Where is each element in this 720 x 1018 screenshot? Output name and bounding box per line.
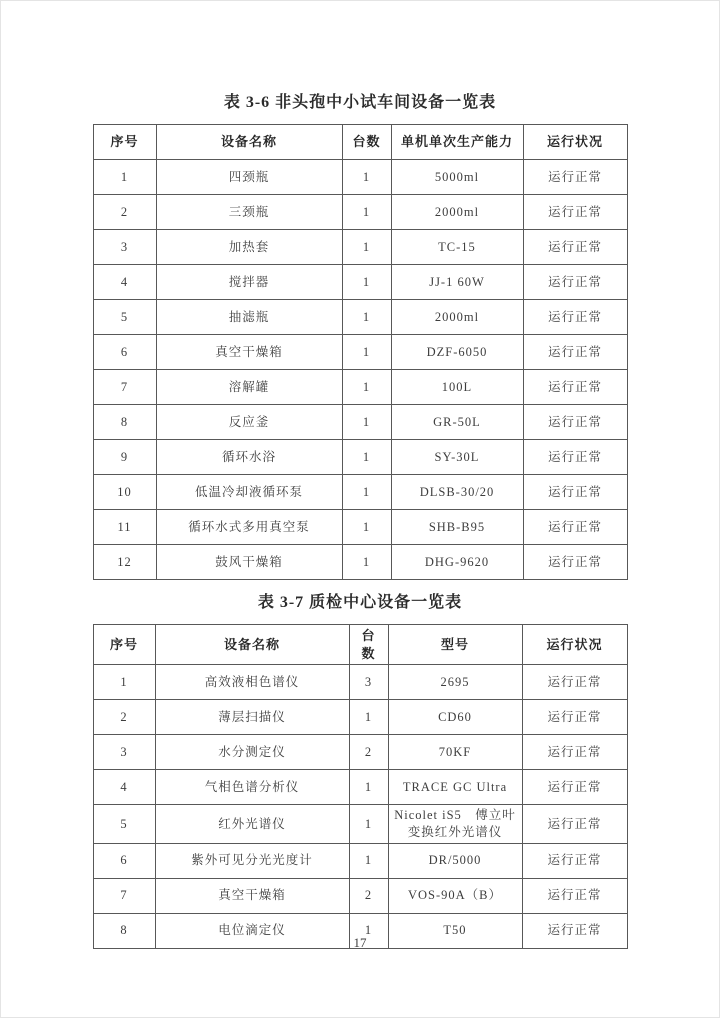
table-row <box>93 335 627 370</box>
table-row <box>93 405 627 440</box>
table-cell: 运行正常 <box>522 700 627 735</box>
header-cell: 序号 <box>93 625 155 665</box>
table-cell: 1 <box>342 335 391 370</box>
header-cell: 台数 <box>342 125 391 160</box>
table-cell: 6 <box>93 335 156 370</box>
table-cell: 加热套 <box>156 230 342 265</box>
table-cell: 运行正常 <box>522 665 627 700</box>
table-cell: 6 <box>93 843 155 878</box>
table-row <box>93 843 627 878</box>
table-cell: 4 <box>93 770 155 805</box>
table-cell: 运行正常 <box>522 843 627 878</box>
table-cell: 薄层扫描仪 <box>155 700 349 735</box>
table-cell: 1 <box>342 440 391 475</box>
table-cell: 1 <box>349 770 388 805</box>
table-cell: 5 <box>93 300 156 335</box>
table-cell: 运行正常 <box>522 805 627 844</box>
table-cell: 三颈瓶 <box>156 195 342 230</box>
table-cell: 运行正常 <box>522 913 627 948</box>
table-cell: 运行正常 <box>523 370 627 405</box>
table-cell: 3 <box>349 665 388 700</box>
equipment-table-3-7 <box>93 624 628 949</box>
table-cell: 电位滴定仪 <box>155 913 349 948</box>
table-cell: 气相色谱分析仪 <box>155 770 349 805</box>
table-cell: TRACE GC Ultra <box>388 770 522 805</box>
table-row <box>93 700 627 735</box>
table-cell: 12 <box>93 545 156 580</box>
table-cell: 溶解罐 <box>156 370 342 405</box>
table-cell: 运行正常 <box>523 510 627 545</box>
table-cell: 运行正常 <box>522 770 627 805</box>
table-cell: 真空干燥箱 <box>155 878 349 913</box>
header-row <box>93 625 627 665</box>
table-cell: 紫外可见分光光度计 <box>155 843 349 878</box>
table-cell: 4 <box>93 265 156 300</box>
header-row <box>93 125 627 160</box>
table-cell: 抽滤瓶 <box>156 300 342 335</box>
table-cell: 11 <box>93 510 156 545</box>
table-cell: T50 <box>388 913 522 948</box>
table-row <box>93 878 627 913</box>
table-cell: 100L <box>391 370 523 405</box>
table-cell: DR/5000 <box>388 843 522 878</box>
page-number: 17 <box>353 935 367 950</box>
table-cell: 运行正常 <box>522 735 627 770</box>
table-row <box>93 195 627 230</box>
table-cell: VOS-90A（B） <box>388 878 522 913</box>
table-cell: 运行正常 <box>523 265 627 300</box>
table-cell: 2695 <box>388 665 522 700</box>
table-cell: 水分测定仪 <box>155 735 349 770</box>
table-cell: 70KF <box>388 735 522 770</box>
table-row <box>93 735 627 770</box>
table-cell: 四颈瓶 <box>156 160 342 195</box>
table-cell: 运行正常 <box>522 878 627 913</box>
table-cell: 1 <box>342 300 391 335</box>
header-cell: 运行状况 <box>523 125 627 160</box>
table-cell: 2 <box>93 195 156 230</box>
table-cell: 2 <box>349 735 388 770</box>
table-cell: GR-50L <box>391 405 523 440</box>
header-cell: 序号 <box>93 125 156 160</box>
table-cell: DHG-9620 <box>391 545 523 580</box>
table-cell: 7 <box>93 370 156 405</box>
table-cell: 3 <box>93 735 155 770</box>
table-cell: 1 <box>342 510 391 545</box>
table-row <box>93 265 627 300</box>
table-cell: 2000ml <box>391 195 523 230</box>
header-cell: 设备名称 <box>155 625 349 665</box>
table-cell: 1 <box>93 665 155 700</box>
table-cell: 9 <box>93 440 156 475</box>
table-cell: 2 <box>93 700 155 735</box>
header-cell: 设备名称 <box>156 125 342 160</box>
table-cell: DZF-6050 <box>391 335 523 370</box>
table-cell: 真空干燥箱 <box>156 335 342 370</box>
table-cell: 运行正常 <box>523 300 627 335</box>
document-page <box>1 1 719 949</box>
table-cell: 1 <box>342 405 391 440</box>
table-cell: 搅拌器 <box>156 265 342 300</box>
table-row <box>93 665 627 700</box>
table-cell: 低温冷却液循环泵 <box>156 475 342 510</box>
table-cell: 3 <box>93 230 156 265</box>
table-cell: 1 <box>342 370 391 405</box>
table-cell: 5 <box>93 805 155 844</box>
table-cell: 1 <box>342 265 391 300</box>
table-cell: 1 <box>349 913 388 948</box>
table-cell: 循环水式多用真空泵 <box>156 510 342 545</box>
table-cell: 10 <box>93 475 156 510</box>
table-cell: 8 <box>93 913 155 948</box>
table-cell: 运行正常 <box>523 335 627 370</box>
table-cell: 1 <box>93 160 156 195</box>
table-cell: 运行正常 <box>523 405 627 440</box>
table-cell: CD60 <box>388 700 522 735</box>
table-row <box>93 475 627 510</box>
table-cell: 运行正常 <box>523 545 627 580</box>
table-cell: 1 <box>342 160 391 195</box>
table-cell: 循环水浴 <box>156 440 342 475</box>
table-row <box>93 440 627 475</box>
table-cell: 1 <box>349 805 388 844</box>
table-row <box>93 370 627 405</box>
table-cell: 7 <box>93 878 155 913</box>
header-cell: 运行状况 <box>522 625 627 665</box>
equipment-table-3-6 <box>93 124 628 580</box>
table-cell: 2000ml <box>391 300 523 335</box>
table-cell: 1 <box>342 195 391 230</box>
table-row <box>93 805 627 844</box>
table-cell: 1 <box>342 230 391 265</box>
table-cell: SHB-B95 <box>391 510 523 545</box>
table-cell: 运行正常 <box>523 160 627 195</box>
header-cell: 单机单次生产能力 <box>391 125 523 160</box>
table-cell: JJ-1 60W <box>391 265 523 300</box>
table-cell: 红外光谱仪 <box>155 805 349 844</box>
table-cell: 2 <box>349 878 388 913</box>
header-cell: 台数 <box>349 625 388 665</box>
table-cell: 鼓风干燥箱 <box>156 545 342 580</box>
table-row <box>93 770 627 805</box>
table-row <box>93 545 627 580</box>
table-row <box>93 510 627 545</box>
table-cell: DLSB-30/20 <box>391 475 523 510</box>
table-3-7-title: 表 3-7 质检中心设备一览表 <box>257 594 463 611</box>
table-cell: 1 <box>349 843 388 878</box>
table-cell: 运行正常 <box>523 195 627 230</box>
table-cell: 1 <box>349 700 388 735</box>
header-cell: 型号 <box>388 625 522 665</box>
table-cell: 高效液相色谱仪 <box>155 665 349 700</box>
table-cell: 运行正常 <box>523 440 627 475</box>
table-row <box>93 230 627 265</box>
table-3-6-title: 表 3-6 非头孢中小试车间设备一览表 <box>223 94 497 111</box>
table-cell: Nicolet iS5 傅立叶变换红外光谱仪 <box>388 805 522 844</box>
table-cell: 1 <box>342 475 391 510</box>
table-cell: SY-30L <box>391 440 523 475</box>
table-row <box>93 160 627 195</box>
table-cell: 反应釜 <box>156 405 342 440</box>
table-cell: TC-15 <box>391 230 523 265</box>
table-cell: 运行正常 <box>523 230 627 265</box>
table-cell: 1 <box>342 545 391 580</box>
table-cell: 8 <box>93 405 156 440</box>
table-row <box>93 300 627 335</box>
table-cell: 运行正常 <box>523 475 627 510</box>
table-cell: 5000ml <box>391 160 523 195</box>
